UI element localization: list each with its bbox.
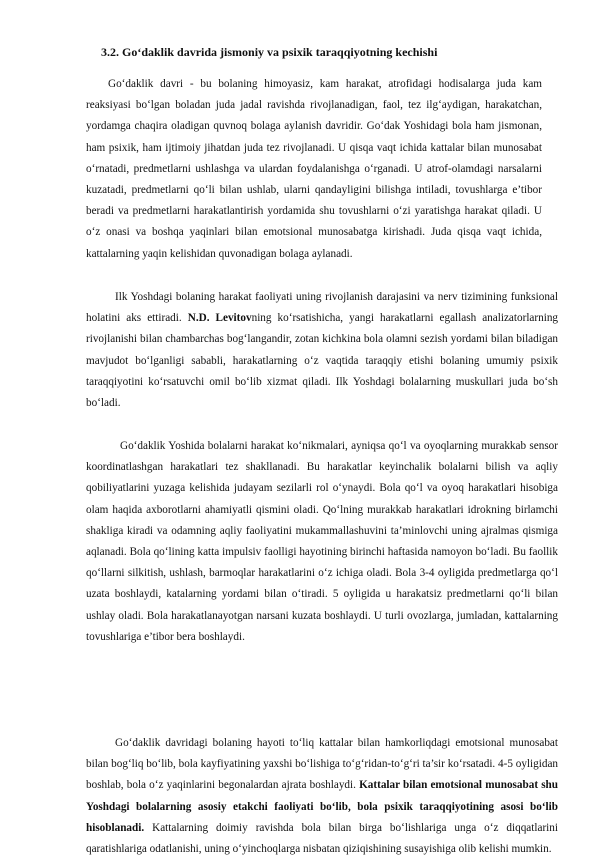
- paragraph-text: Kattalarning doimiy ravishda bola bilan birga bo‘lishlariga unga o‘z diqqatlarini qaratishlariga odatlanishi, uning o‘yinchoqlarga nisbatan qiziqishining susayishiga olib kelishi mumkin.: [86, 821, 558, 856]
- author-name: N.D. Levitov: [187, 312, 252, 325]
- paragraph-text: Go‘daklik davri - bu bolaning himoyasiz, kam harakat, atrofidagi hodisalarga juda kam reaksiyasi bo‘lgan boladan juda jadal ravishda rivojlanadigan, faol, tez ilg‘aydigan, harakatchan, yordamga chaqira oladigan quvnoq bolaga aylanish davridir. Go‘dak Yoshidagi bola ham jismonan, ham psixik, ham ijtimoiy jihatdan juda tez rivojlanadi. U qisqa vaqt ichida kattalar bilan munosabat o‘rnatadi, predmetlarni ushlashga va ulardan foydalanishga o‘rganadi. U atrof-olamdagi narsalarni kuzatadi, predmetlarni qo‘li bilan ushlab, ularni qandayligini bilishga intiladi, tovushlarga e’tibor beradi va predmetlarni harakatlantirish yordamida shu tovushlarni o‘zi yaratishga harakat qiladi. U o‘z onasi va boshqa yaqinlari bilan emotsional munosabatga kirishadi. Juda qisqa vaqt ichida, kattalarning yaqin kelishidan quvonadigan bolaga aylanadi.: [86, 78, 542, 260]
- paragraph-infancy-definition: [86, 74, 542, 265]
- paragraph-emotional-relations: [86, 733, 558, 860]
- paragraph-motor-activity: [86, 287, 558, 414]
- paragraph-motor-skills: [86, 436, 558, 648]
- paragraph-text: Ilk Yoshdagi bolaning harakat faoliyati uning rivojlanish darajasini va nerv tizimining funksional holatini aks ettiradi.: [86, 291, 558, 325]
- paragraph-text: Go‘daklik davridagi bolaning hayoti to‘liq kattalar bilan hamkorliqdagi emotsional munosabat bilan bog‘liq bo‘lib, bola kayfiyatining yaxshi bo‘lishiga to‘g‘ridan-to‘g‘ri ta’sir ko‘rsatadi. 4-5 oyligidan boshlab, bola o‘z yaqinlarini begonalardan ajrata boshlaydi.: [86, 737, 558, 792]
- section-heading: 3.2. Go‘daklik davrida jismoniy va psixik taraqqiyotning kechishi: [101, 45, 438, 59]
- paragraph-text: ning ko‘rsatishicha, yangi harakatlarni egallash analizatorlarning rivojlanishi bilan chambarchas bog‘langandir, zotan kichkina bola olamni sezish yordami bilan biladigan mavjudot bo‘lganligi sababli, harakatlarning o‘z vaqtida taraqqiy etishi bolaning umumiy psixik taraqqiyotini ko‘rsatuvchi omil bo‘lib xizmat qiladi. Ilk Yoshdagi bolalarning muskullari juda bo‘sh bo‘ladi.: [86, 312, 559, 410]
- paragraph-text: Go‘daklik Yoshida bolalarni harakat ko‘nikmalari, ayniqsa qo‘l va oyoqlarning murakkab sensor koordinatlashgan harakatlari tez shakllanadi. Bu harakatlar keyinchalik bolalarni bilish va aqliy qobiliyatlarini yuzaga kelishida judayam sezilarli rol o‘ynaydi. Bola qo‘l va oyoq harakatlari hisobiga olam haqida axborotlarni ahamiyatli qismini oladi. Qo‘lning murakkab harakatlari idrokning birlamchi shakliga kiradi va odamning aqliy faoliyatini mukammallashuvini ta’minlovchi uning ajralmas qismiga aqlanadi. Bola qo‘lining katta impulsiv faolligi hayotining birinchi haftasida namoyon bo‘ladi. Bu faollik qo‘llarni silkitish, ushlash, barmoqlar harakatlarini o‘z ichiga oladi. Bola 3-4 oyligida predmetlarga qo‘l uzata boshlaydi, katalarning yordami bilan o‘tiradi. 5 oyligida u harakatsiz predmetlarni qo‘li bilan ushlay oladi. Bola harakatlanayotgan narsani kuzata boshlaydi. U turli ovozlarga, jumladan, kattalarning tovushlariga e’tibor bera boshlaydi.: [86, 440, 558, 643]
- emphasized-statement: Kattalar bilan emotsional munosabat shu Yoshdagi bolalarning asosiy etakchi faoliyati bo‘lib, bola psixik taraqqiyotining asosi bo‘lib hisoblanadi.: [86, 779, 558, 834]
